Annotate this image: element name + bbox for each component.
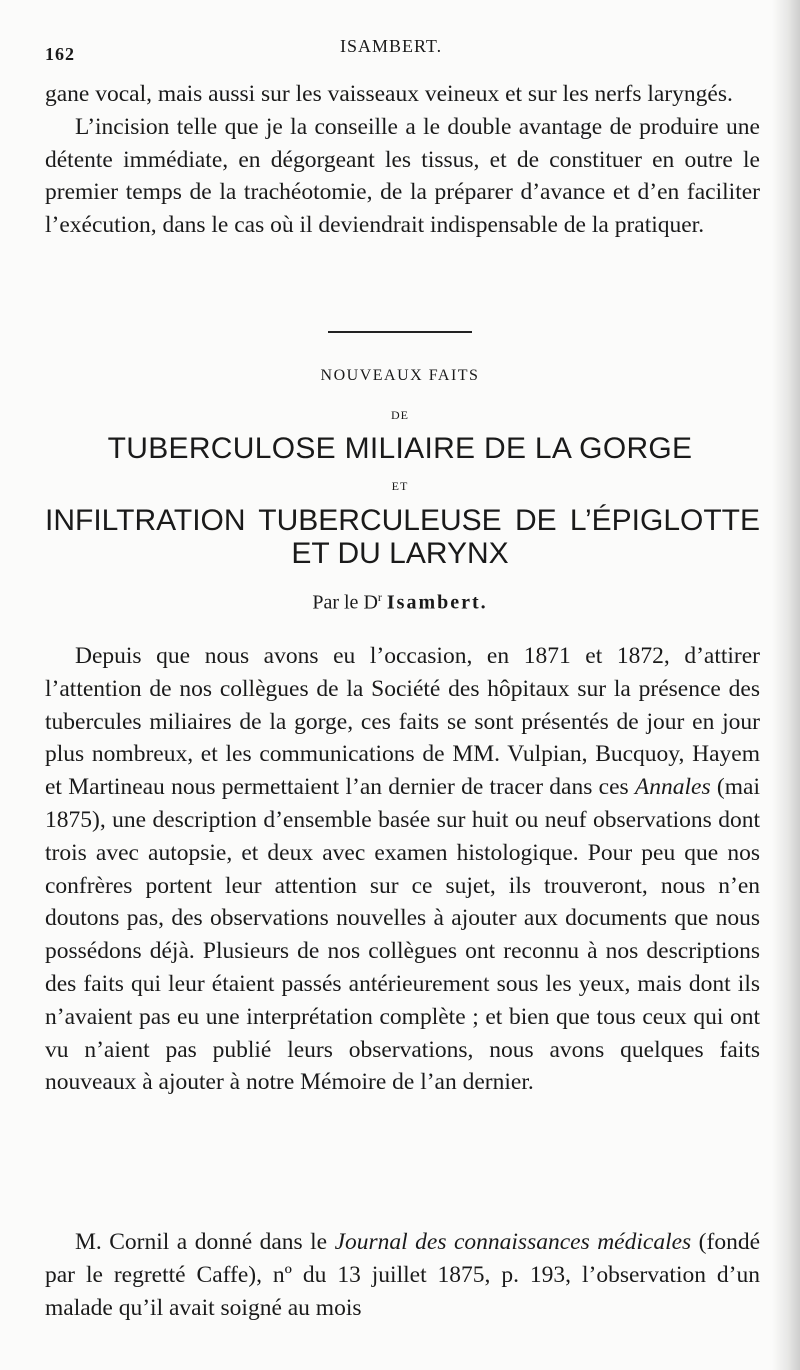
body-p2-text-b: (fondé par le regretté Caffe), nº du 13 juillet 1875, p. 193, l’observation d’un malade qu’il avait soigné au mois [45, 1229, 760, 1321]
body-p1-italic: Annales [634, 774, 711, 801]
article-title-line-3: ET DU LARYNX [291, 537, 509, 570]
page-gutter-shadow [772, 0, 800, 1370]
body-p1-text-b: (mai 1875), une description d’ensemble basée sur huit ou neuf observations dont trois avec autopsie, et deux avec examen histologique. Pour peu que nos confrères portent leur attention sur ce sujet, ils trouveront, nous n’en doutons pas, des observations nouvelles à ajouter aux documents que nous possédons déjà. Plusieurs de nos collègues ont reconnu à nos descriptions des faits qui leur étaient passés antérieurement sous les yeux, mais dont ils n’avaient pas eu une interprétation complète ; et bien que tous ceux qui ont vu n’aient pas publié leurs observations, nous avons quelques faits nouveaux à ajouter à notre Mémoire de l’an dernier. [45, 774, 760, 1096]
body-p2-italic: Journal des connaissances médicales [334, 1229, 692, 1255]
body-p1-text-a: Depuis que nous avons eu l’occasion, en 1871 et 1872, d’attirer l’attention de nos collègues de la Société des hôpitaux sur la présence des tubercules miliaires de la gorge, ces faits se sont présentés de jour en jour plus nombreux, et les communications de MM. Vulpian, Bucquoy, Hayem et Martineau nous permettaient l’an dernier de tracer dans ces [45, 643, 760, 801]
body-paragraph-1 [45, 640, 760, 1099]
article-title-line-1: TUBERCULOSE MILIAIRE DE LA GORGE [107, 432, 693, 465]
article-title-line-2: INFILTRATION TUBERCULEUSE DE L’ÉPIGLOTTE [45, 504, 760, 537]
byline-sup: r [377, 590, 382, 604]
title-connector-et: ET [391, 479, 409, 493]
intro-text-block [45, 78, 760, 242]
page-number: 162 [45, 44, 75, 64]
article-body-continued [45, 1226, 760, 1324]
body-paragraph-2 [45, 1226, 760, 1324]
intro-paragraph-continuation: gane vocal, mais aussi sur les vaisseaux veineux et sur les nerfs laryngés. [45, 81, 733, 107]
intro-paragraph-incision: L’incision telle que je la conseille a le double avantage de produire une détente immédiate, en dégorgeant les tissus, et de constituer en outre le premier temps de la trachéotomie, de la préparer d’avance et d’en faciliter l’exécution, dans le cas où il deviendrait indispensable de la pratiquer. [45, 113, 760, 239]
running-head [45, 36, 760, 62]
byline-author: Isambert. [386, 591, 488, 614]
title-connector-de: DE [391, 408, 409, 422]
article-body [45, 640, 760, 1099]
running-head-title: ISAMBERT. [340, 36, 443, 56]
body-p2-text-a: M. Cornil a donné dans le [75, 1229, 335, 1255]
byline-prefix: Par le D [312, 591, 378, 614]
section-divider-rule [328, 331, 472, 333]
article-kicker: NOUVEAUX FAITS [320, 367, 480, 384]
byline [0, 590, 800, 615]
